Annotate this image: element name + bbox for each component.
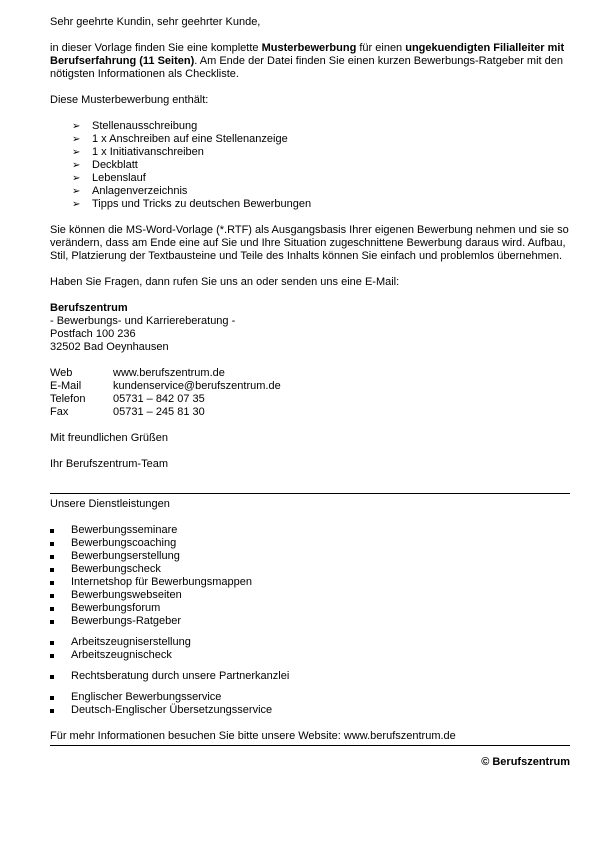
contents-item [72,133,570,146]
service-item-label: Deutsch-Englischer Übersetzungsservice [71,704,273,716]
square-bullet-icon [50,709,54,713]
service-item [50,649,570,662]
contact-label: Web [50,367,73,379]
service-item-label: Internetshop für Bewerbungsmappen [71,576,253,588]
service-item [50,589,570,602]
service-item [50,563,570,576]
contents-item [72,120,570,133]
square-bullet-icon [50,675,54,679]
contact-value: 05731 – 245 81 30 [113,406,205,418]
service-item [50,691,570,704]
contents-item [72,146,570,159]
service-item-label: Rechtsberatung durch unsere Partnerkanzlei [71,670,290,682]
company-name: Berufszentrum [50,302,128,314]
contact-table [50,367,570,419]
contact-label: Telefon [50,393,86,405]
contents-item [72,172,570,185]
service-item-label: Arbeitszeugniserstellung [71,636,191,648]
contents-item [72,159,570,172]
service-item-label: Bewerbungscheck [71,563,161,575]
service-item [50,615,570,628]
contents-item-label: Anlagenverzeichnis [92,185,188,197]
service-item [50,602,570,615]
services-list [50,524,570,717]
intro-bold-position: ungekuendigten Filialleiter mit Berufserfahrung (11 Seiten) [50,42,565,67]
arrow-bullet-icon: ➢ [72,173,81,184]
square-bullet-icon [50,654,54,658]
intro-text-3: . Am Ende der Datei finden Sie einen kurzen Bewerbungs-Ratgeber mit den nötigsten Informationen als Checkliste. [50,55,563,80]
service-item [50,636,570,649]
service-item-label: Bewerbungswebseiten [71,589,182,601]
service-item [50,524,570,537]
contact-row [50,380,570,393]
services-group [50,691,570,717]
intro-paragraph [50,42,570,81]
contact-label: E-Mail [50,380,82,392]
contents-item-label: Tipps und Tricks zu deutschen Bewerbungen [92,198,312,210]
square-bullet-icon [50,555,54,559]
square-bullet-icon [50,542,54,546]
service-item-label: Bewerbungscoaching [71,537,177,549]
contents-item [72,185,570,198]
contact-value: kundenservice@berufszentrum.de [113,380,281,392]
service-item [50,704,570,717]
arrow-bullet-icon: ➢ [72,160,81,171]
service-item [50,550,570,563]
arrow-bullet-icon: ➢ [72,186,81,197]
company-subtitle: - Bewerbungs- und Karriereberatung - [50,315,236,327]
word-template-paragraph: Sie können die MS-Word-Vorlage (*.RTF) als Ausgangsbasis Ihrer eigenen Bewerbung nehmen und sie so verändern, dass am Ende eine auf Sie und Ihre Situation zugeschnittene Bewerbung daraus wird. Aufbau, Stil, Platzierung der Textbausteine und Teile des Inhalts können Sie einfach und problemlos übernehmen. [50,224,569,262]
intro-text-2: für einen [356,42,406,54]
square-bullet-icon [50,620,54,624]
services-group [50,670,570,683]
square-bullet-icon [50,568,54,572]
contact-label: Fax [50,406,69,418]
contents-item-label: Lebenslauf [92,172,146,184]
more-info-line: Für mehr Informationen besuchen Sie bitte unsere Website: www.berufszentrum.de [50,730,456,742]
contact-row [50,406,570,419]
contains-heading: Diese Musterbewerbung enthält: [50,94,209,106]
service-item-label: Arbeitszeugnischeck [71,649,172,661]
contents-item-label: Stellenausschreibung [92,120,198,132]
arrow-bullet-icon: ➢ [72,147,81,158]
square-bullet-icon [50,607,54,611]
contact-row [50,393,570,406]
service-item-label: Bewerbungsforum [71,602,161,614]
contact-value: www.berufszentrum.de [113,367,225,379]
square-bullet-icon [50,594,54,598]
service-item [50,576,570,589]
contents-item [72,198,570,211]
contents-list [50,120,570,211]
contents-item-label: 1 x Anschreiben auf eine Stellenanzeige [92,133,288,145]
address-block [50,302,570,354]
salutation: Sehr geehrte Kundin, sehr geehrter Kunde, [50,16,261,28]
service-item-label: Bewerbungs-Ratgeber [71,615,182,627]
signature: Ihr Berufszentrum-Team [50,458,168,470]
square-bullet-icon [50,529,54,533]
contact-value: 05731 – 842 07 35 [113,393,205,405]
copyright: © Berufszentrum [481,756,570,768]
services-group [50,636,570,662]
document-page [50,16,570,769]
postbox: Postfach 100 236 [50,328,136,340]
intro-text-1: in dieser Vorlage finden Sie eine komplette [50,42,262,54]
square-bullet-icon [50,696,54,700]
closing: Mit freundlichen Grüßen [50,432,168,444]
city: 32502 Bad Oeynhausen [50,341,169,353]
service-item [50,537,570,550]
square-bullet-icon [50,641,54,645]
contact-row [50,367,570,380]
service-item [50,670,570,683]
contents-item-label: 1 x Initiativanschreiben [92,146,204,158]
square-bullet-icon [50,581,54,585]
intro-bold-product: Musterbewerbung [261,42,357,54]
questions-line: Haben Sie Fragen, dann rufen Sie uns an oder senden uns eine E-Mail: [50,276,400,288]
arrow-bullet-icon: ➢ [72,121,81,132]
service-item-label: Bewerbungsseminare [71,524,178,536]
services-group [50,524,570,628]
services-heading: Unsere Dienstleistungen [50,498,170,510]
arrow-bullet-icon: ➢ [72,134,81,145]
service-item-label: Englischer Bewerbungsservice [71,691,222,703]
contents-item-label: Deckblatt [92,159,138,171]
service-item-label: Bewerbungserstellung [71,550,180,562]
arrow-bullet-icon: ➢ [72,199,81,210]
